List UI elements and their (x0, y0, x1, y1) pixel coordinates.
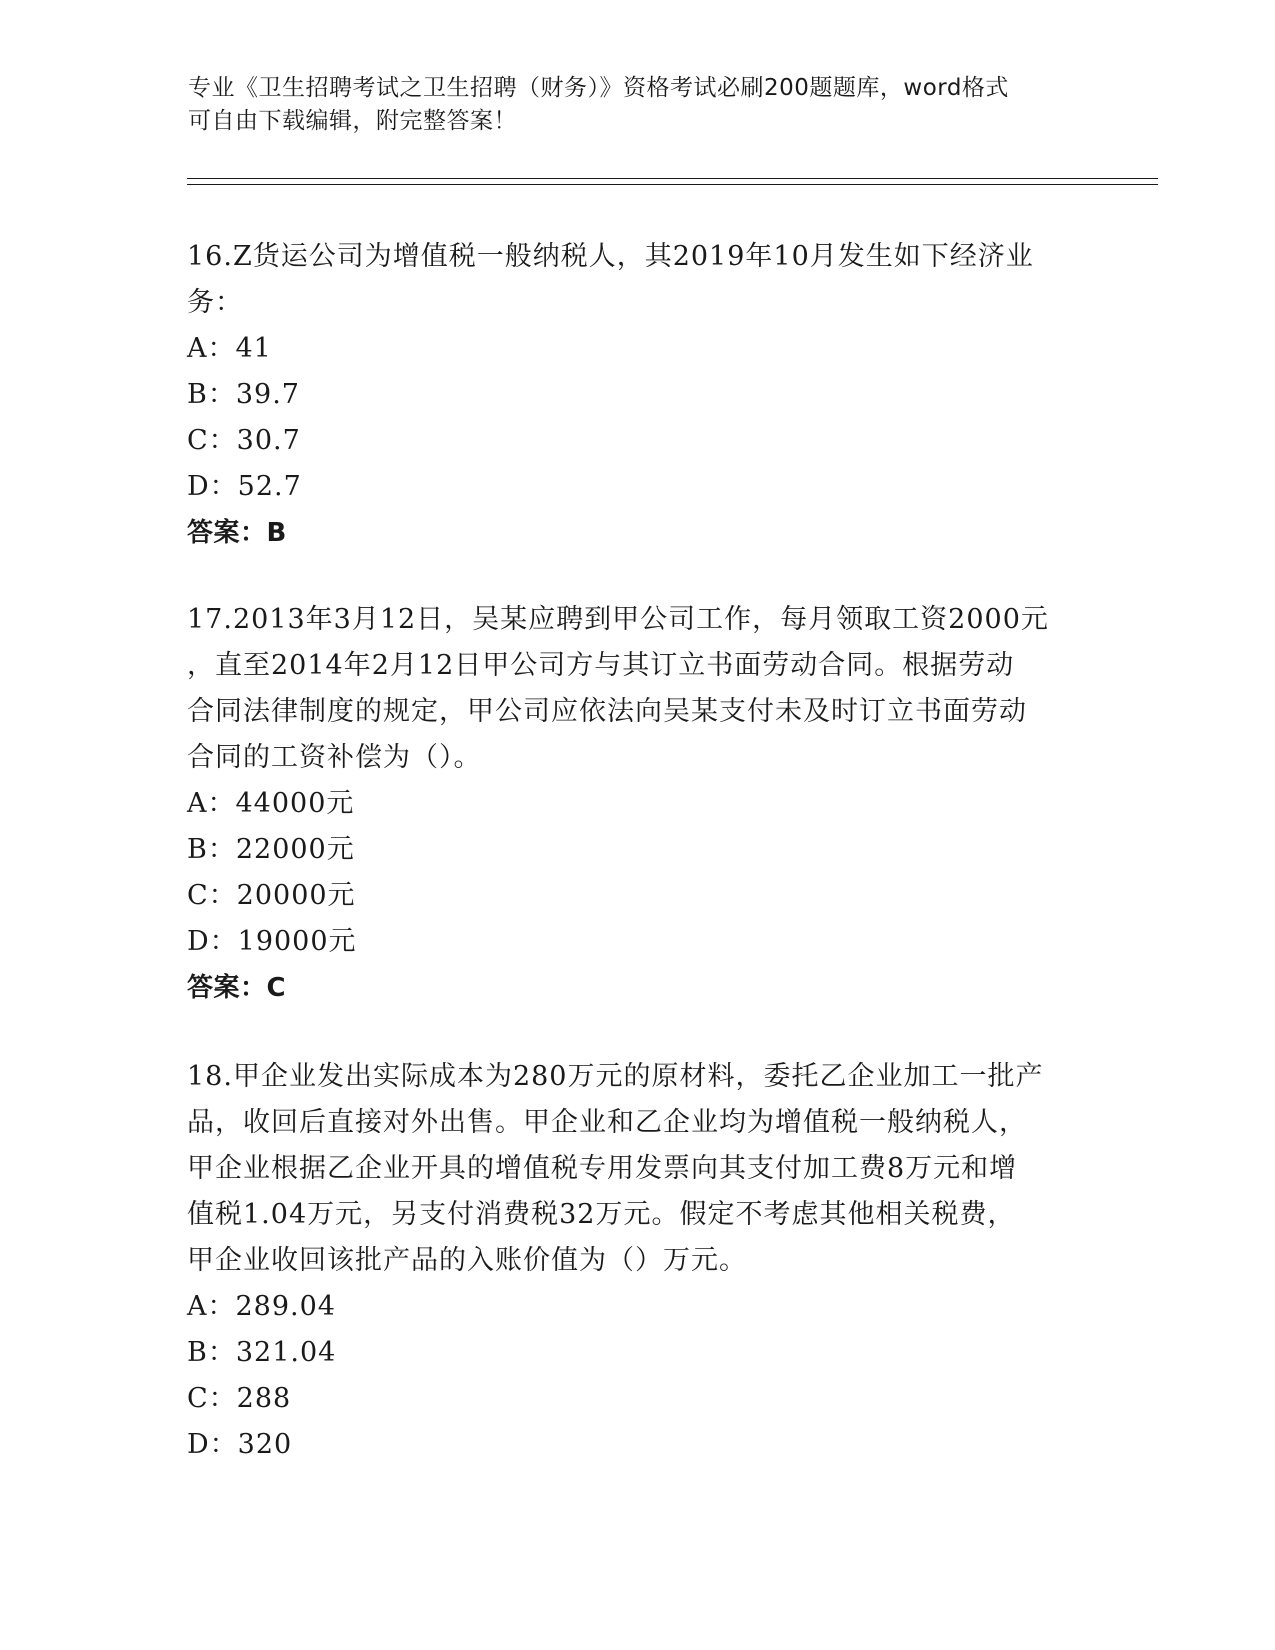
question-17-option-c: C：20000元 (187, 880, 356, 911)
question-18-line-2: 品，收回后直接对外出售。甲企业和乙企业均为增值税一般纳税人， (187, 1107, 1027, 1138)
question-18-line-5: 甲企业收回该批产品的入账价值为（）万元。 (187, 1245, 747, 1276)
question-17-option-d: D：19000元 (187, 926, 357, 957)
question-16-option-b: B：39.7 (187, 379, 300, 410)
question-18-line-3: 甲企业根据乙企业开具的增值税专用发票向其支付加工费8万元和增 (187, 1153, 1018, 1184)
question-17-line-1: 17.2013年3月12日，吴某应聘到甲公司工作，每月领取工资2000元 (187, 604, 1049, 635)
header-line-1: 专业《卫生招聘考试之卫生招聘（财务）》资格考试必刷200题题库，word格式 (188, 75, 1009, 101)
question-16-line-1: 16.Z货运公司为增值税一般纳税人，其2019年10月发生如下经济业 (187, 241, 1034, 272)
question-17-line-4: 合同的工资补偿为（）。 (187, 742, 482, 773)
header-divider-top (187, 178, 1158, 179)
question-16-option-d: D：52.7 (187, 471, 302, 502)
question-17-line-2: ，直至2014年2月12日甲公司方与其订立书面劳动合同。根据劳动 (187, 650, 1015, 681)
question-17-line-3: 合同法律制度的规定，甲公司应依法向吴某支付未及时订立书面劳动 (187, 696, 1027, 727)
header-line-2: 可自由下载编辑，附完整答案！ (188, 108, 517, 134)
question-18-option-a: A：289.04 (187, 1291, 336, 1322)
question-16-option-c: C：30.7 (187, 425, 301, 456)
question-16-answer: 答案：B (187, 518, 287, 548)
question-18-option-d: D：320 (187, 1429, 293, 1460)
question-17 (187, 597, 1087, 1011)
question-18-line-1: 18.甲企业发出实际成本为280万元的原材料，委托乙企业加工一批产 (187, 1061, 1044, 1092)
question-17-option-a: A：44000元 (187, 788, 355, 819)
question-16 (187, 234, 1087, 556)
question-16-line-2: 务： (187, 287, 243, 318)
question-16-option-a: A：41 (187, 333, 272, 364)
question-18-option-b: B：321.04 (187, 1337, 337, 1368)
question-18 (187, 1054, 1087, 1468)
document-header (188, 72, 1078, 138)
header-divider-bottom (187, 184, 1158, 185)
question-18-option-c: C：288 (187, 1383, 292, 1414)
question-17-answer: 答案：C (187, 973, 287, 1003)
question-18-line-4: 值税1.04万元，另支付消费税32万元。假定不考虑其他相关税费， (187, 1199, 1016, 1230)
question-17-option-b: B：22000元 (187, 834, 355, 865)
